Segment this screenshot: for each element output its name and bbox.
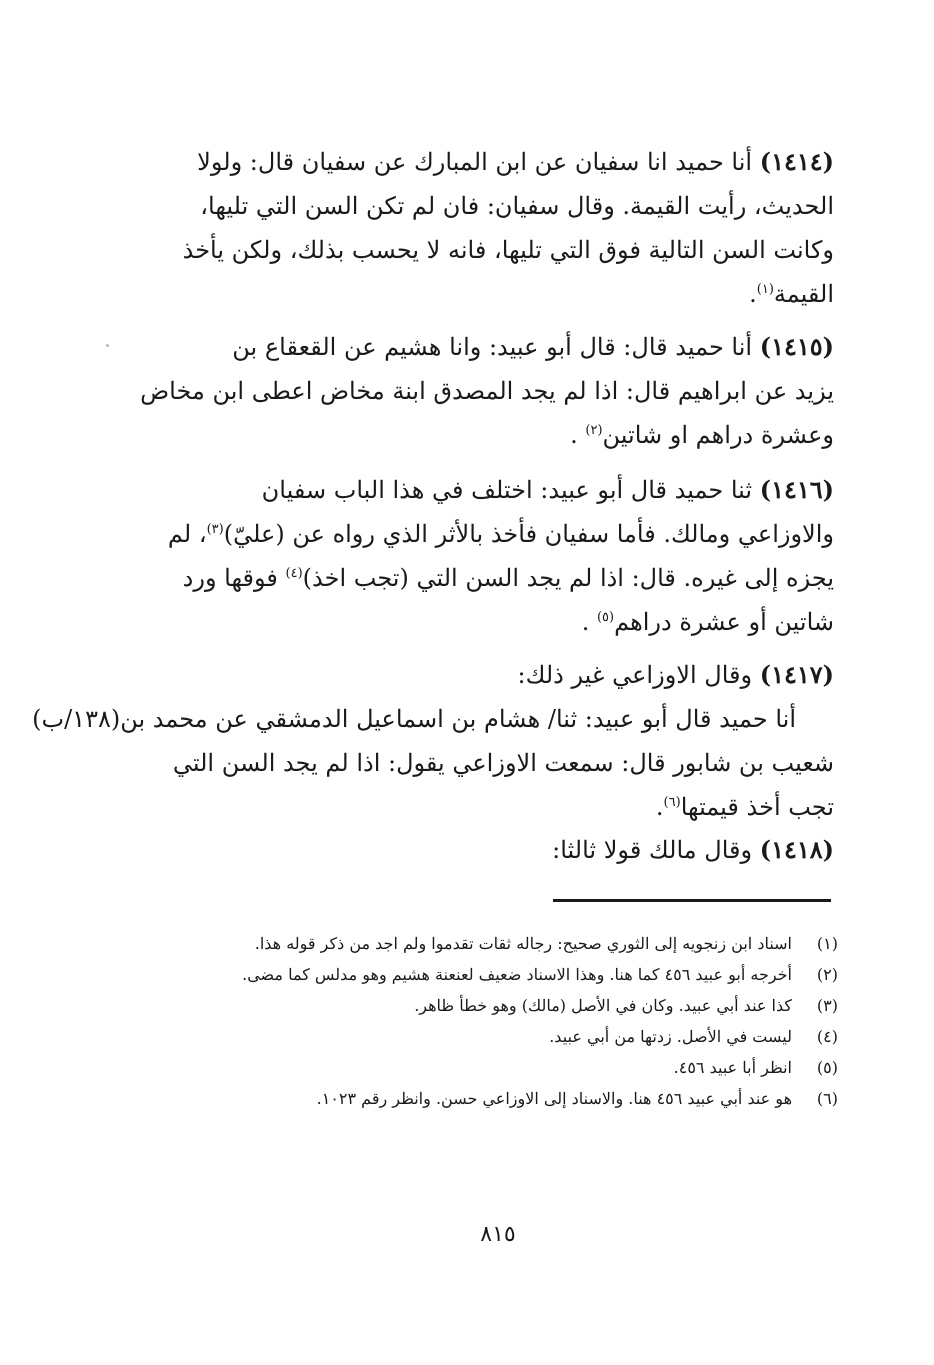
footnote-text: أخرجه أبو عبيد ٤٥٦ كما هنا. وهذا الاسناد ضعيف لعنعنة هشيم وهو مدلس كما مضى. xyxy=(242,965,792,984)
period: . xyxy=(655,793,664,821)
entry-text: يجزه إلى غيره. قال: اذا لم يجد السن التي (تجب اخذ) xyxy=(302,564,834,592)
footnote-ref: (٤) xyxy=(285,566,303,581)
entry-line xyxy=(166,653,834,697)
period: . xyxy=(749,280,757,308)
entry-line xyxy=(166,785,834,829)
entry-text: وقال مالك قولا ثالثا: xyxy=(552,836,753,864)
footnote-text: انظر أبا عبيد ٤٥٦. xyxy=(673,1058,792,1077)
entry-1418 xyxy=(166,828,834,872)
entry-text: وعشرة دراهم او شاتين xyxy=(602,421,834,449)
entry-text: تجب أخذ قيمتها xyxy=(680,793,834,821)
footnote-ref: (٢) xyxy=(585,423,603,438)
footnote-mark: (٤) xyxy=(816,1027,838,1046)
footnote-text: هو عند أبي عبيد ٤٥٦ هنا. والاسناد إلى الاوزاعي حسن. وانظر رقم ١٠٢٣. xyxy=(316,1089,792,1108)
entry-number: (١٤١٧) xyxy=(759,660,834,689)
footnote-3 xyxy=(158,992,838,1020)
footnote-4 xyxy=(158,1023,838,1051)
entry-line xyxy=(166,325,834,369)
footnote-text: اسناد ابن زنجويه إلى الثوري صحيح: رجاله ثقات تقدموا ولم اجد من ذكر قوله هذا. xyxy=(254,934,792,953)
entry-text: وقال الاوزاعي غير ذلك: xyxy=(517,661,753,689)
footnote-mark: (٦) xyxy=(816,1089,838,1108)
entry-1416 xyxy=(166,468,834,644)
entry-line xyxy=(166,512,834,556)
entry-number: (١٤١٦) xyxy=(759,475,834,504)
entry-1414 xyxy=(166,140,834,316)
page-number: ٨١٥ xyxy=(480,1222,516,1247)
scan-speck xyxy=(106,344,109,347)
entry-line-wide xyxy=(32,697,834,741)
entry-number: (١٤١٤) xyxy=(759,147,834,176)
entry-text: أنا حميد انا سفيان عن ابن المبارك عن سفيان قال: ولولا xyxy=(197,148,753,176)
entry-text: ، لم xyxy=(167,520,207,548)
period: . xyxy=(570,421,578,449)
entry-text: والاوزاعي ومالك. فأما سفيان فأخذ بالأثر الذي رواه عن (عليّ) xyxy=(223,520,834,548)
folio-marker: (١٣٨/ب) xyxy=(32,705,121,733)
period: . xyxy=(581,608,590,636)
entry-text: ثنا حميد قال أبو عبيد: اختلف في هذا الباب سفيان xyxy=(261,476,753,504)
entry-1415 xyxy=(140,325,834,457)
entry-line xyxy=(166,413,834,457)
entry-line: شعيب بن شابور قال: سمعت الاوزاعي يقول: اذا لم يجد السن التي xyxy=(172,749,834,777)
footnote-6 xyxy=(158,1085,838,1113)
entry-line xyxy=(166,556,834,600)
footnote-1 xyxy=(158,930,838,958)
entry-number: (١٤١٥) xyxy=(759,332,834,361)
entry-text: فوقها ورد xyxy=(182,564,286,592)
entry-line xyxy=(166,468,834,512)
entry-1417 xyxy=(166,653,834,697)
entry-text: أنا حميد قال: قال أبو عبيد: وانا هشيم عن القعقاع بن xyxy=(232,333,753,361)
footnote-separator xyxy=(553,899,831,902)
entry-line xyxy=(166,272,834,316)
entry-line: الحديث، رأيت القيمة. وقال سفيان: فان لم تكن السن التي تليها، xyxy=(200,192,834,220)
footnote-2 xyxy=(158,961,838,989)
footnote-text: ليست في الأصل. زدتها من أبي عبيد. xyxy=(549,1027,792,1046)
entry-line xyxy=(166,600,834,644)
footnote-text: كذا عند أبي عبيد. وكان في الأصل (مالك) وهو خطأ ظاهر. xyxy=(414,996,792,1015)
entry-text: القيمة xyxy=(773,280,834,308)
footnote-mark: (١) xyxy=(816,934,838,953)
footnote-ref: (١) xyxy=(756,282,774,297)
entry-line xyxy=(166,140,834,184)
footnote-ref: (٦) xyxy=(663,795,681,810)
footnotes xyxy=(158,930,838,1116)
entry-number: (١٤١٨) xyxy=(759,835,834,864)
entry-line xyxy=(166,828,834,872)
entry-text: أنا حميد قال أبو عبيد: ثنا/ هشام بن اسماعيل الدمشقي عن محمد بن xyxy=(120,705,796,733)
footnote-mark: (٢) xyxy=(816,965,838,984)
footnote-mark: (٣) xyxy=(816,996,838,1015)
footnote-ref: (٥) xyxy=(596,610,615,625)
entry-text: شاتين أو عشرة دراهم xyxy=(614,608,834,636)
footnote-5 xyxy=(158,1054,838,1082)
footnote-ref: (٣) xyxy=(206,522,224,537)
entry-line: وكانت السن التالية فوق التي تليها، فانه لا يحسب بذلك، ولكن يأخذ xyxy=(182,236,834,264)
entry-1417-cont xyxy=(166,741,834,829)
footnote-mark: (٥) xyxy=(816,1058,838,1077)
entry-line: يزيد عن ابراهيم قال: اذا لم يجد المصدق ابنة مخاض اعطى ابن مخاض xyxy=(140,377,834,405)
